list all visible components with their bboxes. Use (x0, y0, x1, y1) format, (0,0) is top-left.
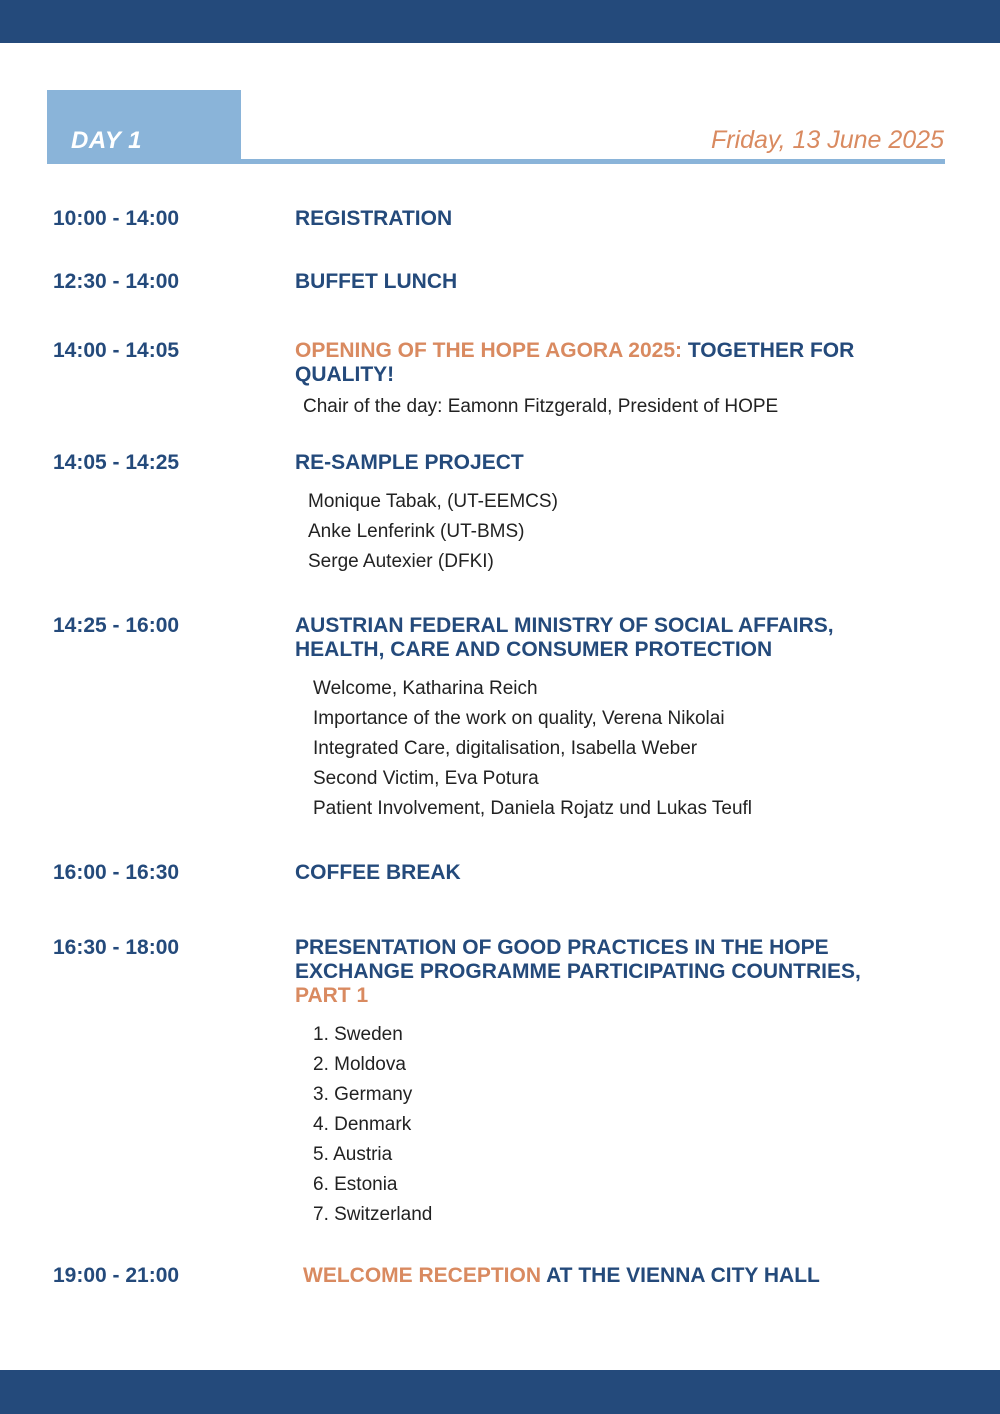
session-title-highlight: WELCOME RECEPTION (303, 1264, 542, 1287)
header-divider (241, 159, 945, 164)
detail-line: Serge Autexier (DFKI) (308, 551, 494, 572)
detail-line: 7. Switzerland (313, 1204, 433, 1225)
detail-line: Patient Involvement, Daniela Rojatz und Lukas Teufl (313, 798, 753, 819)
session-title: REGISTRATION (295, 207, 453, 230)
detail-line: Welcome, Katharina Reich (313, 678, 538, 699)
session-details (313, 1020, 432, 1230)
detail-line: 1. Sweden (313, 1024, 403, 1045)
session-time: 19:00 - 21:00 (53, 1264, 180, 1287)
session-details (313, 674, 752, 824)
session-title: BUFFET LUNCH (295, 270, 458, 293)
session-details (308, 487, 558, 577)
detail-line: 6. Estonia (313, 1174, 398, 1195)
bottom-bar (0, 1370, 1000, 1414)
session-title (303, 1264, 923, 1288)
session-details (303, 392, 778, 422)
detail-line: 3. Germany (313, 1084, 413, 1105)
session-time: 14:25 - 16:00 (53, 614, 180, 637)
day-date: Friday, 13 June 2025 (710, 126, 944, 154)
session-title-highlight: OPENING OF THE HOPE AGORA 2025: (295, 339, 683, 362)
detail-line: 4. Denmark (313, 1114, 412, 1135)
session-title: AUSTRIAN FEDERAL MINISTRY OF SOCIAL AFFAIRS, HEALTH, CARE AND CONSUMER PROTECTION (295, 614, 834, 661)
session-title-rest: TOGETHER FOR QUALITY! (295, 339, 855, 386)
detail-line: Second Victim, Eva Potura (313, 768, 539, 789)
session-title (295, 936, 915, 1008)
detail-line: 5. Austria (313, 1144, 393, 1165)
detail-line: Monique Tabak, (UT-EEMCS) (308, 491, 558, 512)
session-title-highlight: PART 1 (295, 984, 369, 1007)
session-time: 10:00 - 14:00 (53, 207, 180, 230)
session-time: 14:00 - 14:05 (53, 339, 180, 362)
detail-line: Chair of the day: Eamonn Fitzgerald, President of HOPE (303, 396, 779, 417)
detail-line: Importance of the work on quality, Verena Nikolai (313, 708, 725, 729)
detail-line: 2. Moldova (313, 1054, 406, 1075)
session-time: 16:30 - 18:00 (53, 936, 180, 959)
day-label: DAY 1 (71, 127, 142, 154)
session-title-rest: PRESENTATION OF GOOD PRACTICES IN THE HOPE EXCHANGE PROGRAMME PARTICIPATING COUNTRIES, (295, 936, 861, 983)
session-time: 16:00 - 16:30 (53, 861, 180, 884)
session-title (295, 339, 915, 387)
session-time: 12:30 - 14:00 (53, 270, 180, 293)
session-title: COFFEE BREAK (295, 861, 461, 884)
top-bar (0, 0, 1000, 43)
detail-line: Integrated Care, digitalisation, Isabella Weber (313, 738, 698, 759)
session-time: 14:05 - 14:25 (53, 451, 180, 474)
session-title: RE-SAMPLE PROJECT (295, 451, 524, 474)
detail-line: Anke Lenferink (UT-BMS) (308, 521, 525, 542)
session-title-rest: AT THE VIENNA CITY HALL (541, 1264, 820, 1287)
